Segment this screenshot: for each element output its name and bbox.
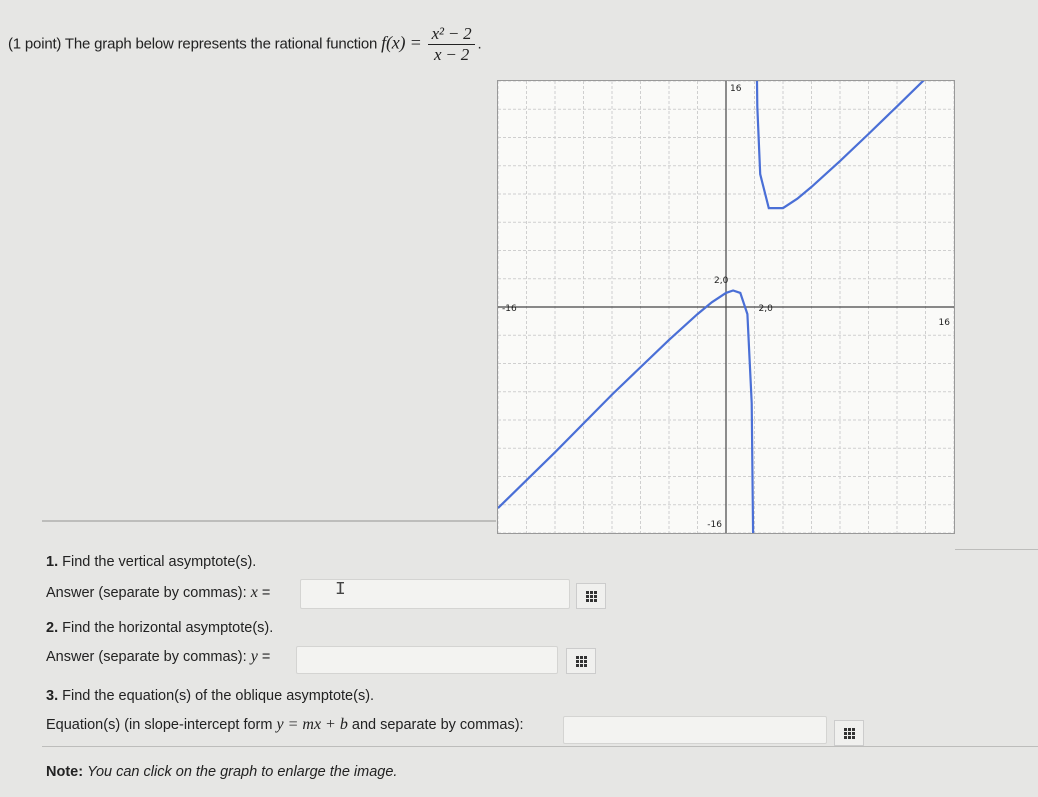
note xyxy=(46,764,397,780)
answer-1-label-row xyxy=(46,584,270,602)
divider xyxy=(42,520,496,522)
question-3-number: 3. xyxy=(46,688,59,704)
note-label: Note: xyxy=(46,764,84,780)
note-divider xyxy=(42,746,1038,747)
question-1-text: Find the vertical asymptote(s). xyxy=(62,554,257,570)
annotation-label: 2,0 xyxy=(758,304,773,314)
answer-2-input[interactable] xyxy=(296,646,558,674)
grid-icon xyxy=(586,591,597,602)
divider-right xyxy=(955,549,1038,550)
x-axis-max-label: 16 xyxy=(938,318,950,328)
problem-statement xyxy=(8,24,481,65)
question-2 xyxy=(46,620,273,636)
answer-1-input[interactable] xyxy=(300,579,570,609)
question-3 xyxy=(46,688,374,704)
question-1 xyxy=(46,554,256,570)
function-name: f(x) = xyxy=(381,32,422,53)
answer-3-form: y = mx + b xyxy=(276,716,348,733)
answer-3-label-row xyxy=(46,716,524,734)
annotation-label: 2,0 xyxy=(714,276,729,286)
text-cursor-icon: I xyxy=(335,580,346,600)
note-text: You can click on the graph to enlarge the image. xyxy=(87,764,398,780)
intro-suffix: . xyxy=(477,35,482,53)
grid-icon xyxy=(576,656,587,667)
function-curve-1 xyxy=(498,291,754,534)
function-numerator: x² − 2 xyxy=(428,24,476,45)
answer-2-var: y xyxy=(250,648,258,665)
answer-1-label: Answer (separate by commas): xyxy=(46,585,247,601)
intro-text: (1 point) The graph below represents the rational function xyxy=(8,35,378,53)
x-axis-min-label: -16 xyxy=(502,304,517,314)
question-2-text: Find the horizontal asymptote(s). xyxy=(62,620,274,636)
function-curve-2 xyxy=(756,81,954,208)
answer-2-label: Answer (separate by commas): xyxy=(46,649,247,665)
question-2-number: 2. xyxy=(46,620,59,636)
function-graph[interactable] xyxy=(497,80,955,534)
answer-1-eq: = xyxy=(261,585,271,601)
question-1-number: 1. xyxy=(46,554,59,570)
grid-icon xyxy=(844,728,855,739)
answer-3-input[interactable] xyxy=(563,716,827,744)
function-fraction xyxy=(428,24,476,65)
answer-2-eq: = xyxy=(261,649,271,665)
function-denominator: x − 2 xyxy=(434,45,470,64)
answer-3-palette-button[interactable] xyxy=(834,720,864,746)
answer-3-label-pre: Equation(s) (in slope-intercept form xyxy=(46,717,273,733)
y-axis-max-label: 16 xyxy=(730,84,742,94)
answer-2-palette-button[interactable] xyxy=(566,648,596,674)
answer-2-label-row xyxy=(46,648,270,666)
answer-3-label-post: and separate by commas): xyxy=(351,717,524,733)
answer-1-var: x xyxy=(250,584,258,601)
graph-svg xyxy=(498,81,954,533)
answer-1-palette-button[interactable] xyxy=(576,583,606,609)
question-3-text: Find the equation(s) of the oblique asymptote(s). xyxy=(62,688,375,704)
y-axis-min-label: -16 xyxy=(707,520,722,530)
